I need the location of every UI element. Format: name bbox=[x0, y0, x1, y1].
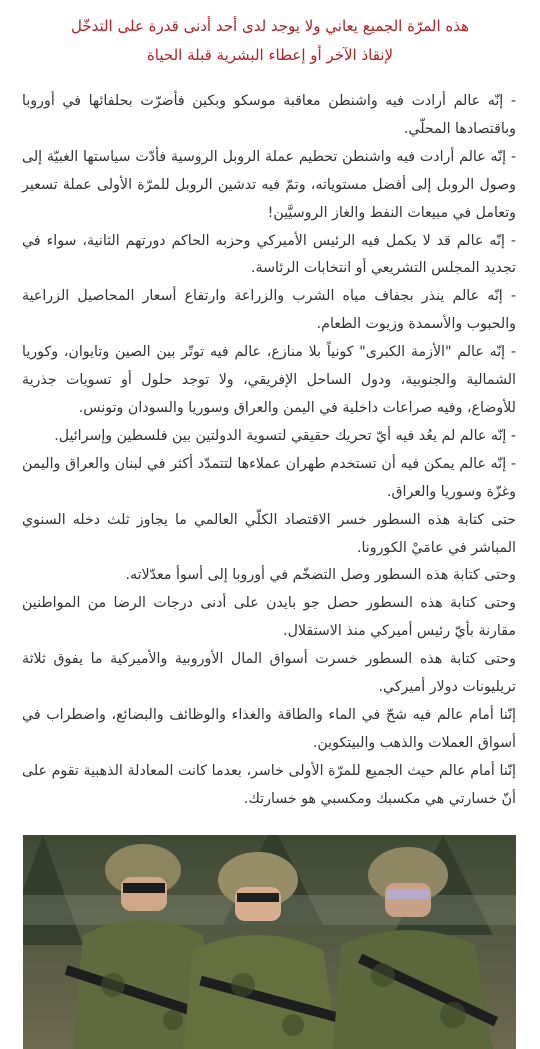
article-paragraph: - إنّه عالم لم يعُد فيه أيّ تحريك حقيقي لتسوية الدولتين بين فلسطين وإسرائيل. bbox=[54, 427, 516, 444]
article-paragraph: وحتى كتابة هذه السطور وصل التضخّم في أوروبا إلى أسوأ معدّلاته. bbox=[125, 567, 516, 584]
pull-quote-line-1: هذه المرّة الجميع يعاني ولا يوجد لدى أحد أدنى قدرة على التدخّل bbox=[70, 17, 470, 35]
pull-quote bbox=[0, 0, 540, 70]
soldiers-photo bbox=[23, 835, 516, 1049]
article-paragraph: - إنّه عالم قد لا يكمل فيه الرئيس الأميركي وحزبه الحاكم دورتهم الثانية، سواء في تجديد المجلس التشريعي أو انتخابات الرئاسة. bbox=[22, 232, 516, 277]
article-paragraph: - إنّه عالم أرادت فيه واشنطن تحطيم عملة الروبل الروسية فأدّت سياستها الغبيّة إلى وصول الروبل إلى أفضل مستوياته، وتمّ فيه تدشين الروبل للمرّة الأولى عملة تسعير وتعامل في مبيعات النفط والغاز الروسيَّين! bbox=[22, 148, 516, 221]
article-paragraph: حتى كتابة هذه السطور خسر الاقتصاد الكلّي العالمي ما يجاوز ثلث دخله السنوي المباشر في عامَيْ الكورونا. bbox=[22, 511, 516, 556]
article-paragraph: - إنّه عالم يمكن فيه أن تستخدم طهران عملاءها لتتمدّد أكثر في لبنان والعراق واليمن وغزّة وسوريا والعراق. bbox=[22, 455, 516, 500]
article-body bbox=[22, 88, 516, 814]
article-paragraph: - إنّه عالم ينذر بجفاف مياه الشرب والزراعة وارتفاع أسعار المحاصيل الزراعية والحبوب والأسمدة وزيوت الطعام. bbox=[22, 288, 516, 333]
article-paragraph: - إنّه عالم أرادت فيه واشنطن معاقبة موسكو وبكين فأضرّت بحلفائها في أوروبا وباقتصادها المحلّي. bbox=[22, 93, 516, 137]
article-paragraph: - إنّه عالم "الأزمة الكبرى" كونياً بلا منازع، عالم فيه توتّر بين الصين وتايوان، وكوريا الشمالية والجنوبية، ودول الساحل الإفريقي، ولا توجد حلول أو تسويات جذرية للأوضاع، وفيه صراعات داخلية في اليمن والعراق وسوريا والسودان وتونس. bbox=[22, 344, 516, 416]
article-paragraph: وحتى كتابة هذه السطور خسرت أسواق المال الأوروبية والأميركية ما يفوق ثلاثة تريليونات دولار أميركي. bbox=[22, 651, 516, 696]
pull-quote-line-2: لإنقاذ الآخر أو إعطاء البشرية قبلة الحياة bbox=[146, 46, 394, 64]
article-paragraph: إنّنا أمام عالم فيه شحّ في الماء والطاقة والغذاء والوظائف والبضائع، واضطراب في أسواق العملات والذهب والبيتكوين. bbox=[22, 706, 516, 751]
article-paragraph: إنّنا أمام عالم حيث الجميع للمرّة الأولى خاسر، بعدما كانت المعادلة الذهبية تقوم على أنّ خسارتي هي مكسبك ومكسبي هو خسارتك. bbox=[22, 762, 516, 807]
soldiers-illustration bbox=[23, 835, 516, 1049]
article-paragraph: وحتى كتابة هذه السطور حصل جو بايدن على أدنى درجات الرضا من المواطنين مقارنة بأيّ رئيس أميركي منذ الاستقلال. bbox=[22, 595, 516, 640]
